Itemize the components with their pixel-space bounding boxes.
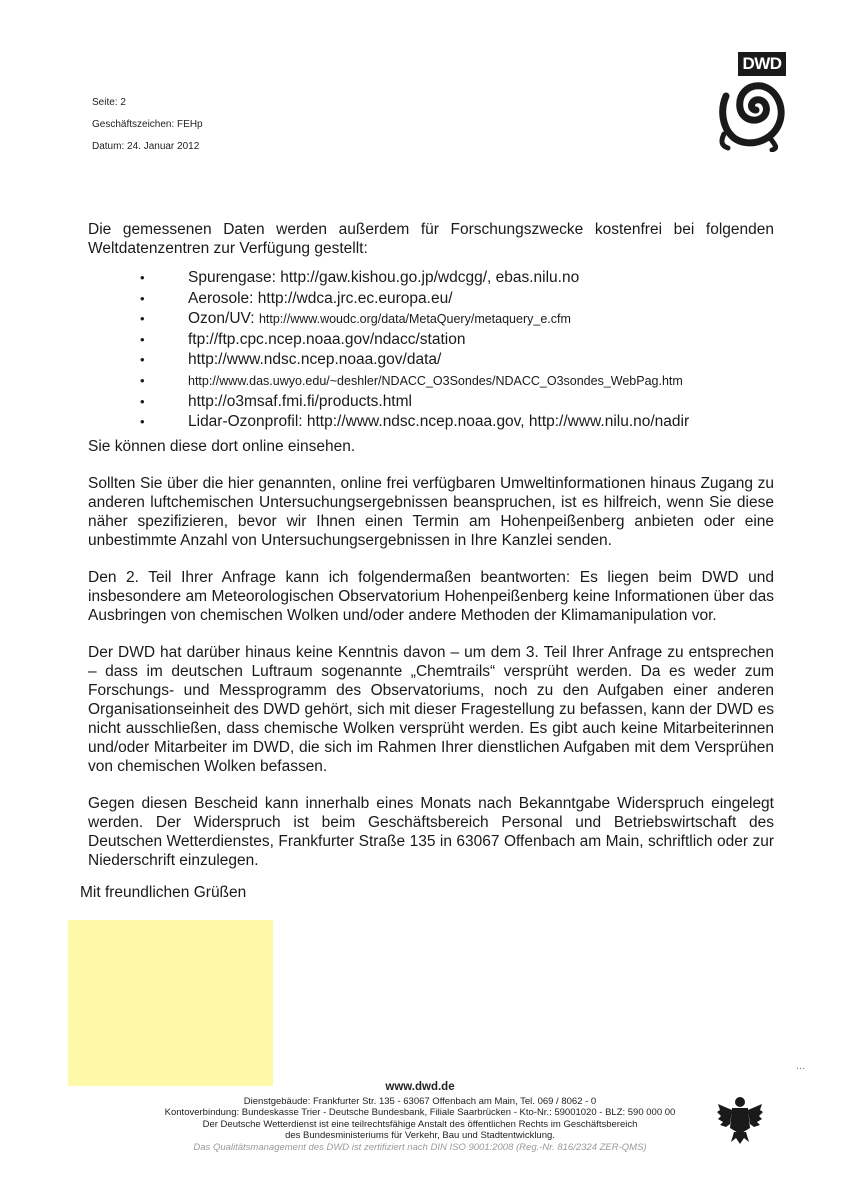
- footer-address: Dienstgebäude: Frankfurter Str. 135 - 63067 Offenbach am Main, Tel. 069 / 8062 - 0: [243, 1095, 597, 1107]
- letter-date: Datum: 24. Januar 2012: [92, 141, 200, 152]
- paragraph-part-three: Der DWD hat darüber hinaus keine Kenntnis davon – um dem 3. Teil Ihrer Anfrage zu entsprechen – dass im deutschen Luftraum sogenannte „Chemtrails“ versprüht werden. Da es weder zum Forschungs- und Messprogramm des Observatoriums, noch zu den Aufgaben einer anderen Organisationseinheit des DWD gehört, sich mit dieser Fragestellung zu befassen, kann der DWD es nicht ausschließen, dass chemische Wolken versprüht werden. Es gibt auch keine Mitarbeiterinnen und/oder Mitarbeiter im DWD, die sich im Rahmen Ihrer dienstlichen Aufgaben mit dem Versprühen von chemischen Wolken befassen.: [88, 643, 774, 775]
- dwd-spiral-icon: [716, 76, 786, 152]
- website-link[interactable]: www.dwd.de: [385, 1081, 455, 1093]
- dwd-logo-text: DWD: [738, 52, 786, 76]
- dwd-logo: [716, 52, 786, 152]
- list-item-fmi: • http://o3msaf.fmi.fi/products.html: [88, 392, 774, 413]
- list-item-ozone-uv: [88, 309, 774, 330]
- list-item-ftp-ncep: • ftp://ftp.cpc.ncep.noaa.gov/ndacc/station: [88, 330, 774, 351]
- footer-ministry: des Bundesministeriums für Verkehr, Bau und Stadtentwicklung.: [285, 1130, 555, 1141]
- list-item-trace-gases: • Spurengase: http://gaw.kishou.go.jp/wdcgg/, ebas.nilu.no: [88, 268, 774, 289]
- footer-iso: Das Qualitätsmanagement des DWD ist zertifiziert nach DIN ISO 9001:2008 (Reg.-Nr. 816/2324 ZER-QMS): [193, 1141, 647, 1153]
- data-center-list: [88, 268, 774, 433]
- list-item-ndsc-data: • http://www.ndsc.ncep.noaa.gov/data/: [88, 350, 774, 371]
- intro-paragraph: Die gemessenen Daten werden außerdem für Forschungszwecke kostenfrei bei folgenden Weltdatenzentren zur Verfügung gestellt:: [88, 221, 774, 257]
- page-number: Seite: 2: [92, 97, 126, 108]
- list-item-aerosols: • Aerosole: http://wdca.jrc.ec.europa.eu/: [88, 289, 774, 310]
- online-note: Sie können diese dort online einsehen.: [88, 437, 356, 455]
- paragraph-access: Sollten Sie über die hier genannten, online frei verfügbaren Umweltinformationen hinaus Zugang zu anderen luftchemischen Untersuchungsergebnissen beanspruchen, ist es hilfreich, wenn Sie diese näher spezifizieren, bevor wir Ihnen einen Termin am Hohenpeißenberg anbieten oder eine unbestimmte Anzahl von Untersuchungsergebnissen in Ihre Kanzlei senden.: [88, 474, 774, 549]
- paragraph-part-two: Den 2. Teil Ihrer Anfrage kann ich folgendermaßen beantworten: Es liegen beim DWD und insbesondere am Meteorologischen Observatorium Hohenpeißenberg keine Informationen über das Ausbringen von chemischen Wolken und/oder andere Methoden der Klimamanipulation vor.: [88, 568, 774, 624]
- ozone-uv-label: Ozon/UV:: [188, 310, 259, 328]
- letter-meta: [92, 92, 203, 158]
- ozone-uv-link: http://www.woudc.org/data/MetaQuery/metaquery_e.cfm: [258, 312, 571, 327]
- list-item-uwyo: • http://www.das.uwyo.edu/~deshler/NDACC_O3Sondes/NDACC_O3sondes_WebPag.htm: [88, 371, 774, 392]
- letter-body: [88, 220, 774, 870]
- reference-code: Geschäftszeichen: FEHp: [92, 119, 203, 130]
- margin-dots: ...: [796, 1060, 806, 1072]
- federal-eagle-icon: [716, 1094, 764, 1146]
- list-item-lidar: • Lidar-Ozonprofil: http://www.ndsc.ncep.noaa.gov, http://www.nilu.no/nadir: [88, 412, 774, 433]
- footer-bank: Kontoverbindung: Bundeskasse Trier - Deutsche Bundesbank, Filiale Saarbrücken - Kto-Nr.: 59001020 - BLZ: 590 000 00: [164, 1107, 676, 1118]
- footer-legal: Der Deutsche Wetterdienst ist eine teilrechtsfähige Anstalt des öffentlichen Rechts im Geschäftsbereich: [202, 1118, 638, 1130]
- paragraph-appeal: Gegen diesen Bescheid kann innerhalb eines Monats nach Bekanntgabe Widerspruch eingelegt werden. Der Widerspruch ist beim Geschäftsbereich Personal und Betriebswirtschaft des Deutschen Wetterdienstes, Frankfurter Straße 135 in 63067 Offenbach am Main, schriftlich oder zur Niederschrift einzulegen.: [88, 794, 774, 869]
- signature-redaction: [68, 920, 273, 1086]
- closing-salutation: Mit freundlichen Grüßen: [80, 884, 247, 901]
- letter-footer: [140, 1082, 700, 1153]
